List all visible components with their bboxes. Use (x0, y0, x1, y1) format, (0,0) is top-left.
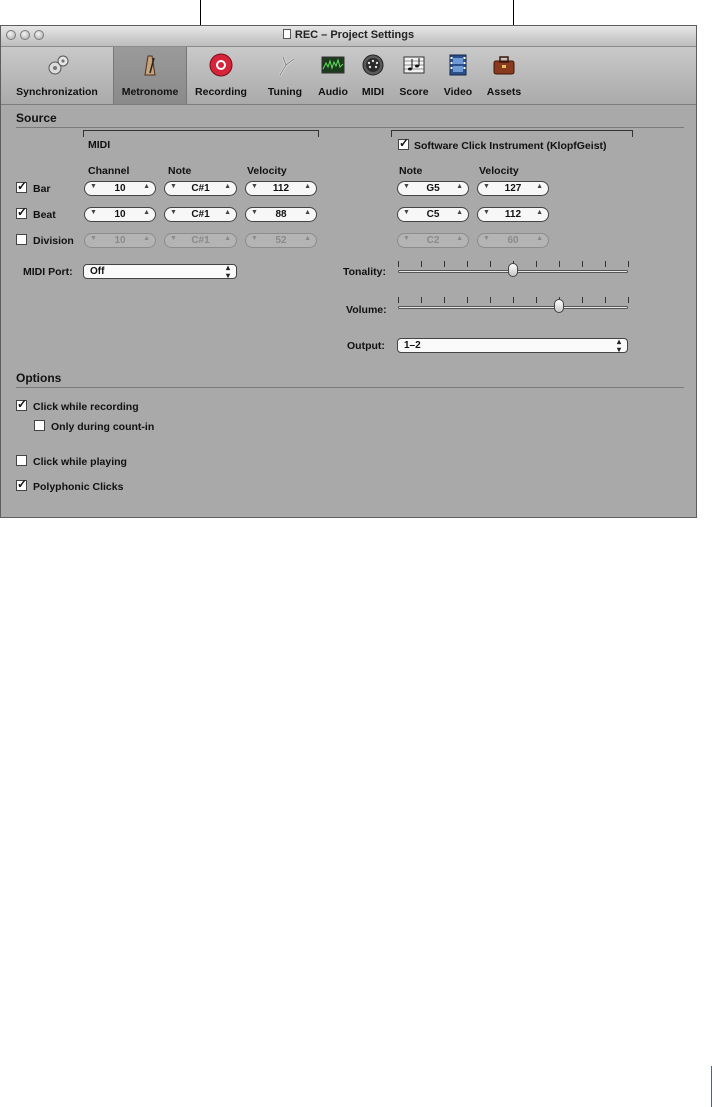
beat-software-note-value: C5 (426, 209, 440, 220)
window-title (1, 29, 696, 41)
slider-tick (513, 297, 514, 303)
briefcase-icon (491, 53, 517, 77)
tab-tuning[interactable] (259, 47, 311, 104)
beat-velocity-value: 88 (275, 209, 287, 220)
midi-port-value: Off (90, 266, 105, 277)
volume-label: Volume: (346, 304, 387, 316)
audio-meter-icon (320, 53, 346, 77)
division-velocity-stepper[interactable] (245, 233, 317, 248)
division-software-note-value: C2 (426, 235, 440, 246)
beat-channel-value: 10 (114, 209, 126, 220)
division-software-note-stepper[interactable] (397, 233, 469, 248)
tab-video[interactable] (437, 47, 479, 104)
polyphonic-clicks-label: Polyphonic Clicks (33, 481, 124, 493)
bar-checkbox[interactable] (16, 179, 28, 193)
slider-tick (605, 261, 606, 267)
tab-assets-label: Assets (486, 86, 522, 98)
checkmark-icon: ✓ (17, 397, 28, 411)
slider-tick (421, 297, 422, 303)
settings-toolbar (1, 47, 696, 105)
tab-score-label: Score (399, 86, 429, 98)
division-channel-stepper[interactable] (84, 233, 156, 248)
beat-software-velocity-stepper[interactable] (477, 207, 549, 222)
beat-note-value: C#1 (191, 209, 210, 220)
tab-recording[interactable] (187, 47, 255, 104)
beat-channel-stepper[interactable] (84, 207, 156, 222)
tab-synchronization-label: Synchronization (16, 86, 98, 98)
metronome-icon (137, 53, 163, 77)
beat-software-note-stepper[interactable] (397, 207, 469, 222)
click-while-recording-checkbox[interactable] (16, 397, 28, 411)
volume-ticks (398, 297, 628, 303)
click-while-playing-checkbox[interactable] (16, 455, 27, 466)
slider-tick (467, 297, 468, 303)
tab-audio[interactable] (313, 47, 353, 104)
division-channel-value: 10 (114, 235, 126, 246)
beat-note-stepper[interactable] (164, 207, 237, 222)
tuning-fork-icon (272, 53, 298, 77)
down-arrow-icon[interactable]: ▼ (251, 209, 258, 216)
down-arrow-icon[interactable]: ▼ (483, 235, 490, 242)
slider-tick (605, 297, 606, 303)
slider-tick (490, 297, 491, 303)
up-arrow-icon[interactable]: ▲ (143, 209, 150, 216)
software-note-header: Note (399, 165, 423, 177)
division-software-velocity-value: 60 (507, 235, 519, 246)
window-title-text: REC – Project Settings (294, 29, 415, 41)
source-heading: Source (16, 111, 57, 125)
bar-velocity-value: 112 (272, 183, 290, 194)
tab-video-label: Video (443, 86, 473, 98)
slider-tick (421, 261, 422, 267)
down-arrow-icon[interactable]: ▼ (90, 183, 97, 190)
bar-channel-stepper[interactable] (84, 181, 156, 196)
tab-recording-label: Recording (195, 86, 247, 98)
slider-tick (467, 261, 468, 267)
division-checkbox[interactable] (16, 234, 27, 245)
volume-slider[interactable] (398, 297, 628, 315)
tab-midi-label: MIDI (361, 86, 385, 98)
slider-tick (628, 297, 629, 303)
slider-tick (444, 297, 445, 303)
up-arrow-icon[interactable]: ▲ (304, 183, 311, 190)
output-label: Output: (347, 340, 385, 352)
bar-channel-value: 10 (114, 183, 126, 194)
midi-connector-icon (360, 53, 386, 77)
updown-arrows-icon: ▴ ▾ (225, 263, 230, 280)
division-velocity-value: 52 (275, 235, 287, 246)
midi-port-label: MIDI Port: (23, 266, 73, 278)
beat-velocity-stepper[interactable] (245, 207, 317, 222)
midi-label: MIDI (88, 139, 111, 151)
bar-software-velocity-value: 127 (504, 183, 522, 194)
film-icon (445, 53, 471, 77)
up-arrow-icon[interactable]: ▲ (536, 183, 543, 190)
tab-synchronization[interactable] (1, 47, 113, 104)
bar-note-stepper[interactable] (164, 181, 237, 196)
software-velocity-header: Velocity (479, 165, 519, 177)
options-heading: Options (16, 371, 62, 385)
down-arrow-icon[interactable]: ▼ (483, 209, 490, 216)
checkmark-icon: ✓ (17, 179, 28, 193)
up-arrow-icon[interactable]: ▲ (224, 183, 231, 190)
tab-metronome-label: Metronome (121, 86, 179, 98)
up-arrow-icon[interactable]: ▲ (456, 183, 463, 190)
checkmark-icon: ✓ (399, 136, 410, 150)
beat-checkbox[interactable] (16, 205, 28, 219)
bar-software-note-value: G5 (426, 183, 440, 194)
slider-tick (559, 261, 560, 267)
slider-tick (398, 261, 399, 267)
document-icon (283, 29, 291, 39)
bar-label: Bar (33, 183, 51, 195)
title-bar (1, 26, 696, 47)
slider-tick (444, 261, 445, 267)
up-arrow-icon[interactable]: ▲ (143, 183, 150, 190)
up-arrow-icon[interactable]: ▲ (304, 209, 311, 216)
down-arrow-icon[interactable]: ▼ (90, 235, 97, 242)
midi-port-popup[interactable] (83, 264, 237, 279)
beat-label: Beat (33, 209, 56, 221)
checkmark-icon: ✓ (17, 477, 28, 491)
up-arrow-icon[interactable]: ▲ (456, 209, 463, 216)
project-settings-window (0, 25, 697, 518)
score-notes-icon (401, 53, 427, 77)
only-during-count-in-label: Only during count-in (51, 421, 155, 433)
software-click-checkbox[interactable] (398, 136, 410, 150)
down-arrow-icon[interactable]: ▼ (251, 235, 258, 242)
metronome-settings-pane (1, 105, 696, 517)
down-arrow-icon[interactable]: ▼ (90, 209, 97, 216)
up-arrow-icon[interactable]: ▲ (224, 235, 231, 242)
output-value: 1–2 (404, 340, 421, 351)
slider-tick (398, 297, 399, 303)
division-software-velocity-stepper[interactable] (477, 233, 549, 248)
options-divider (16, 387, 684, 388)
tab-score[interactable] (393, 47, 435, 104)
down-arrow-icon[interactable]: ▼ (403, 235, 410, 242)
tab-audio-label: Audio (318, 86, 348, 98)
midi-bracket (83, 130, 319, 137)
beat-software-velocity-value: 112 (504, 209, 522, 220)
down-arrow-icon[interactable]: ▼ (170, 209, 177, 216)
software-click-label: Software Click Instrument (KlopfGeist) (414, 140, 607, 152)
slider-tick (536, 297, 537, 303)
slider-tick (582, 261, 583, 267)
down-arrow-icon[interactable]: ▼ (170, 235, 177, 242)
checkmark-icon: ✓ (17, 205, 28, 219)
tonality-slider[interactable] (398, 261, 628, 279)
polyphonic-clicks-checkbox[interactable] (16, 477, 28, 491)
record-icon (208, 53, 234, 77)
output-popup[interactable] (397, 338, 628, 353)
up-arrow-icon[interactable]: ▲ (536, 235, 543, 242)
tonality-label: Tonality: (343, 266, 386, 278)
note-header: Note (168, 165, 192, 177)
up-arrow-icon[interactable]: ▲ (224, 209, 231, 216)
up-arrow-icon[interactable]: ▲ (536, 209, 543, 216)
down-arrow-icon[interactable]: ▼ (403, 183, 410, 190)
bar-note-value: C#1 (191, 183, 210, 194)
division-note-stepper[interactable] (164, 233, 237, 248)
updown-arrows-icon: ▴ ▾ (616, 337, 621, 354)
source-divider (16, 127, 684, 128)
velocity-header: Velocity (247, 165, 287, 177)
tonality-thumb[interactable] (508, 263, 518, 277)
down-arrow-icon[interactable]: ▼ (483, 183, 490, 190)
bar-velocity-stepper[interactable] (245, 181, 317, 196)
channel-header: Channel (88, 165, 130, 177)
tab-assets[interactable] (481, 47, 527, 104)
only-during-count-in-checkbox[interactable] (34, 420, 45, 431)
slider-tick (536, 261, 537, 267)
volume-thumb[interactable] (554, 299, 564, 313)
up-arrow-icon[interactable]: ▲ (456, 235, 463, 242)
slider-tick (490, 261, 491, 267)
software-click-bracket (391, 130, 633, 137)
tab-tuning-label: Tuning (267, 86, 303, 98)
down-arrow-icon[interactable]: ▼ (403, 209, 410, 216)
slider-tick (628, 261, 629, 267)
tab-metronome[interactable] (113, 47, 187, 104)
click-while-playing-label: Click while playing (33, 456, 127, 468)
up-arrow-icon[interactable]: ▲ (143, 235, 150, 242)
click-while-recording-label: Click while recording (33, 401, 139, 413)
down-arrow-icon[interactable]: ▼ (251, 183, 258, 190)
tab-midi[interactable] (355, 47, 391, 104)
up-arrow-icon[interactable]: ▲ (304, 235, 311, 242)
bar-software-note-stepper[interactable] (397, 181, 469, 196)
down-arrow-icon[interactable]: ▼ (170, 183, 177, 190)
slider-tick (582, 297, 583, 303)
division-note-value: C#1 (191, 235, 210, 246)
volume-track (398, 306, 628, 309)
bar-software-velocity-stepper[interactable] (477, 181, 549, 196)
gears-icon (44, 53, 70, 77)
division-label: Division (33, 235, 74, 247)
